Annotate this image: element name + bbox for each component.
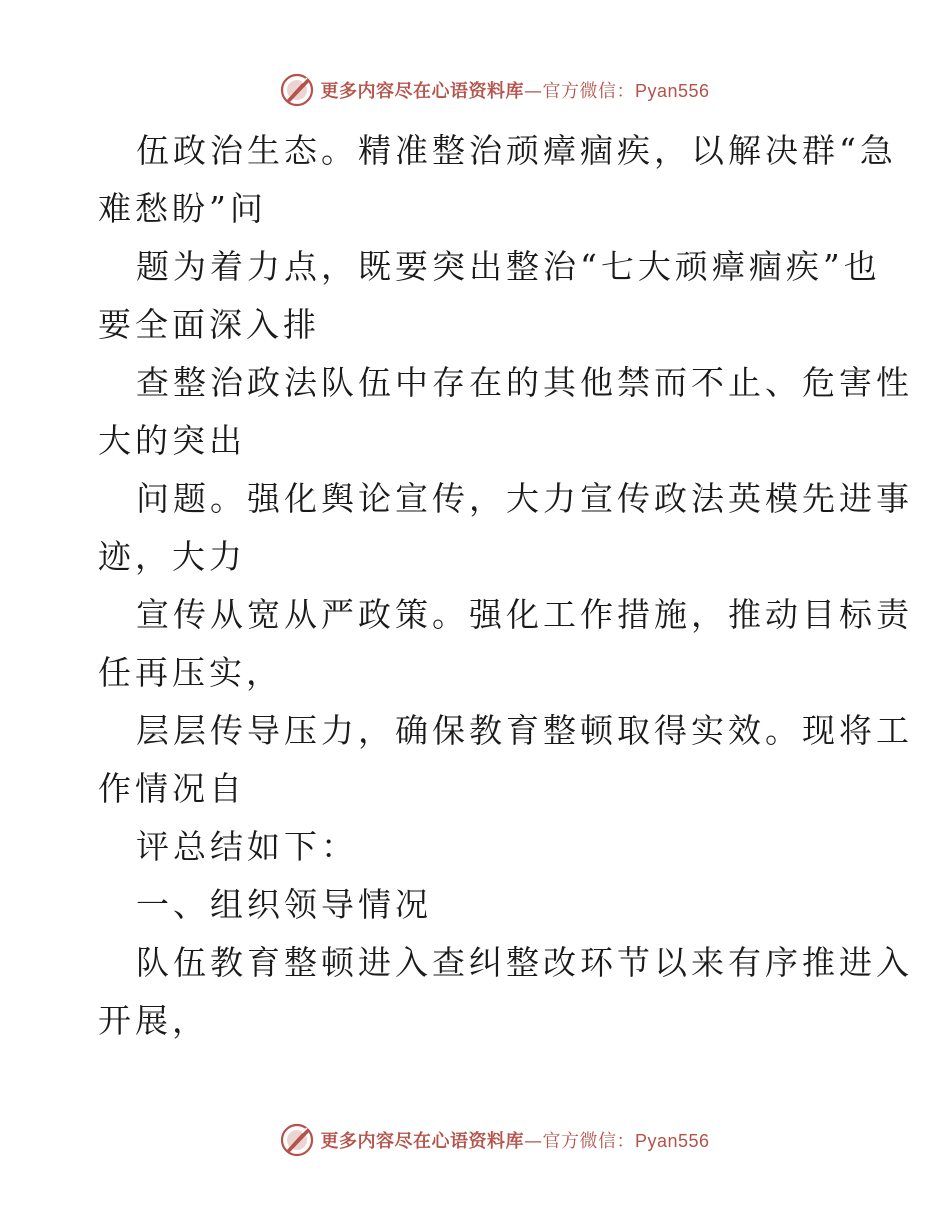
text-line: 难愁盼”问: [98, 189, 267, 228]
text-line: 问题。强化舆论宣传，大力宣传政法英模先进事: [136, 479, 913, 518]
text-line: 查整治政法队伍中存在的其他禁而不止、危害性: [136, 363, 913, 402]
banner-separator: —: [523, 81, 543, 102]
document-body: [98, 122, 913, 1050]
text-line: 开展，: [98, 1001, 209, 1040]
banner-content: [280, 73, 709, 107]
text-line: 大的突出: [98, 421, 246, 460]
footer-banner: [0, 1120, 950, 1160]
banner-wechat-id: Pyan556: [634, 81, 710, 101]
banner-wechat-id: Pyan556: [634, 1131, 710, 1151]
text-line: 伍政治生态。精准整治顽瘴痼疾，以解决群“急: [136, 131, 897, 170]
banner-separator: —: [523, 1131, 543, 1152]
quill-pen-logo-icon: [280, 73, 314, 107]
banner-content: [280, 1123, 709, 1157]
text-line: 题为着力点，既要突出整治“七大顽瘴痼疾”也: [136, 247, 881, 286]
text-line: 层层传导压力，确保教育整顿取得实效。现将工: [136, 711, 913, 750]
text-line: 作情况自: [98, 769, 246, 808]
text-line: 队伍教育整顿进入查纠整改环节以来有序推进入: [136, 943, 913, 982]
quill-pen-logo-icon: [280, 1123, 314, 1157]
header-banner: [0, 70, 950, 110]
text-line: 评总结如下：: [136, 827, 358, 866]
text-line: 宣传从宽从严政策。强化工作措施，推动目标责: [136, 595, 913, 634]
text-line: 任再压实，: [98, 653, 283, 692]
text-line: 迹，大力: [98, 537, 246, 576]
text-line: 要全面深入排: [98, 305, 320, 344]
banner-site-name: 更多内容尽在心语资料库: [320, 81, 524, 102]
banner-wechat-label: 官方微信：: [542, 81, 635, 102]
banner-text: [320, 1127, 709, 1153]
section-heading: 一、组织领导情况: [136, 885, 432, 924]
banner-wechat-label: 官方微信：: [542, 1131, 635, 1152]
banner-site-name: 更多内容尽在心语资料库: [320, 1131, 524, 1152]
banner-text: [320, 77, 709, 103]
